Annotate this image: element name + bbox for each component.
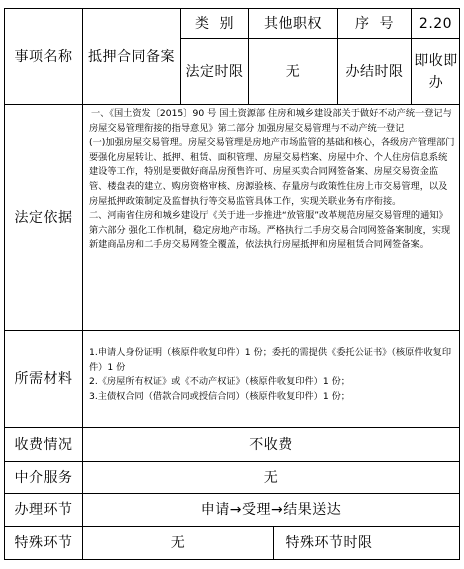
material-item: 2.《房屋所有权证》或《不动产权证》（核原件收复印件）1 份； [89, 376, 350, 388]
serial-value: 2.20 [418, 15, 453, 32]
finish-time-value: 即收即办 [414, 52, 458, 91]
finish-time-label: 办结时限 [345, 63, 404, 80]
process-label: 办理环节 [14, 502, 73, 518]
legal-basis-text [89, 107, 455, 329]
special-label: 特殊环节 [14, 535, 73, 551]
legal-basis-paragraph: 二、河南省住房和城乡建设厅《关于进一步推进“放管服”改革规范房屋交易管理的通知》第六部分 强化工作机制，稳定房地产市场。严格执行二手房交易合同网签备案制度，实现新建商品房和二手房交易网签全覆盖，依法执行房屋抵押和房屋租赁合同网签备案。 [89, 210, 451, 251]
special-time-label: 特殊环节时限 [285, 535, 373, 551]
type-value: 其他职权 [264, 15, 322, 32]
serial-label: 序 号 [355, 15, 394, 32]
item-name-value: 抵押合同备案 [88, 48, 175, 65]
item-name-label: 事项名称 [14, 48, 73, 65]
table-border-bottom [4, 559, 460, 560]
legal-basis-paragraph: 一、《国土资发〔2015〕90 号 国土资源部 住房和城乡建设部关于做好不动产统一登记与房屋交易管理衔接的指导意见》第二部分 加强房屋交易管理与不动产统一登记 [89, 108, 452, 134]
materials-label: 所需材料 [14, 371, 73, 387]
legal-time-value: 无 [285, 63, 301, 80]
special-value: 无 [170, 535, 186, 551]
special-time-value [384, 527, 459, 559]
process-value: 申请→受理→结果送达 [200, 502, 342, 518]
legal-basis-label: 法定依据 [14, 209, 73, 226]
legal-basis-paragraph: (一)加强房屋交易管理。房屋交易管理是房地产市场监管的基础和核心，各级房产管理部门要强化房屋转让、抵押、租赁、面积管理、房屋交易档案、房屋中介、个人住房信息系统建设等工作，特别是要做好商品房预售许可、房屋买卖合同网签备案、房屋交易资金监管、楼盘表的建立、购房资格审核、房源验核、存量房与政策性住房上市交易管理，以及房屋抵押政策制定及监督执行等交易监管具体工作，实现关联业务有序衔接。 [89, 137, 455, 207]
agency-value: 无 [263, 469, 279, 486]
agency-label: 中介服务 [14, 469, 73, 486]
table-border-right [459, 8, 460, 560]
legal-time-label: 法定时限 [185, 63, 244, 80]
material-item: 3.主债权合同（借款合同或授信合同）（核原件收复印件）1 份； [89, 390, 350, 402]
fee-value: 不收费 [249, 436, 293, 453]
material-item: 1.申请人身份证明（核原件收复印件）1 份；委托的需提供《委托公证书》（核原件收复印件）1 份 [89, 347, 452, 373]
fee-label: 收费情况 [14, 436, 73, 453]
materials-list [89, 346, 455, 426]
type-label: 类 别 [195, 15, 234, 32]
